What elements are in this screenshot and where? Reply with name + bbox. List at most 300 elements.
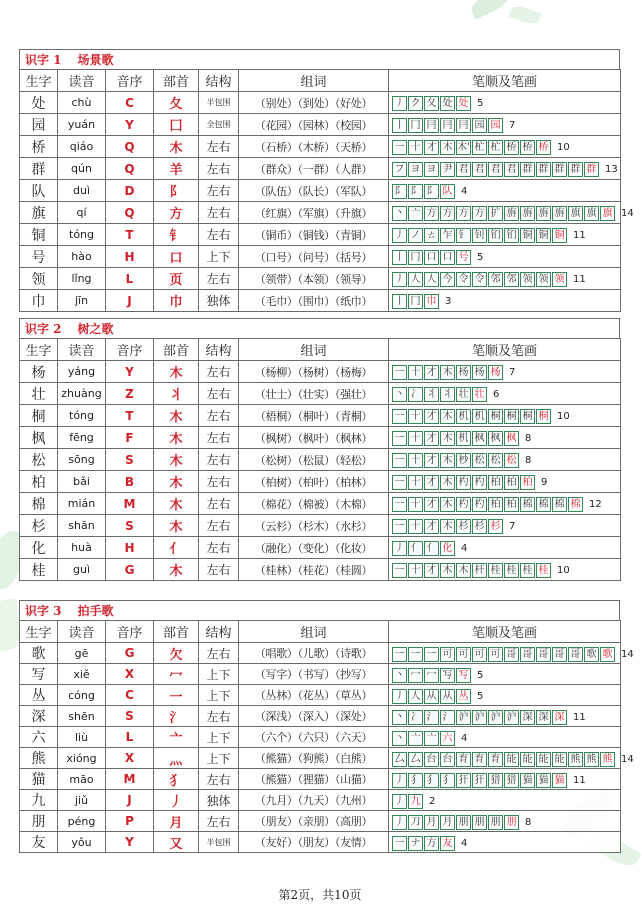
stroke-box: 桂	[520, 563, 535, 578]
stroke-box: 才	[424, 431, 439, 446]
stroke-order-cell	[389, 685, 621, 706]
stroke-box: 枫	[472, 431, 487, 446]
stroke-box: 哥	[552, 647, 567, 662]
stroke-box: 邻	[504, 272, 519, 287]
stroke-box: 柏	[504, 475, 519, 490]
character-table	[19, 69, 634, 312]
char-cell: 化	[20, 537, 58, 559]
stroke-box: 群	[568, 162, 583, 177]
stroke-box: 冂	[408, 250, 423, 265]
table-row	[20, 832, 621, 853]
stroke-box: 号	[456, 250, 471, 265]
structure-cell: 左右	[199, 449, 239, 471]
stroke-box: 一	[392, 497, 407, 512]
stroke-order-cell	[389, 361, 621, 383]
stroke-order-cell	[389, 664, 621, 685]
stroke-count: 12	[589, 499, 602, 510]
pinyin-cell: qiáo	[58, 136, 106, 158]
structure-cell: 全包围	[199, 114, 239, 136]
header-radical: 部首	[154, 621, 199, 643]
stroke-box: 台	[440, 752, 455, 767]
order-cell: L	[106, 727, 154, 748]
stroke-box: 处	[440, 96, 455, 111]
header-pinyin: 读音	[58, 339, 106, 361]
stroke-box: 沪	[504, 710, 519, 725]
stroke-box: 木	[440, 140, 455, 155]
words-cell: （别处）（到处）（好处）	[239, 92, 389, 114]
structure-cell: 左右	[199, 471, 239, 493]
stroke-box: 丿	[392, 689, 407, 704]
char-cell: 棉	[20, 493, 58, 515]
stroke-count: 14	[621, 208, 634, 219]
stroke-box: 壮	[456, 387, 471, 402]
stroke-box: 育	[456, 752, 471, 767]
words-cell: （红旗）（军旗）（升旗）	[239, 202, 389, 224]
pinyin-cell: jiǔ	[58, 790, 106, 811]
stroke-box: 朋	[472, 815, 487, 830]
stroke-box: 丿	[392, 773, 407, 788]
table-row	[20, 449, 621, 471]
table-row	[20, 643, 621, 664]
stroke-box: 杨	[472, 365, 487, 380]
stroke-box: 月	[424, 815, 439, 830]
stroke-box: 机	[456, 431, 471, 446]
stroke-box: 桂	[504, 563, 519, 578]
header-char: 生字	[20, 70, 58, 92]
stroke-box: 尹	[440, 162, 455, 177]
stroke-box: 一	[392, 475, 407, 490]
order-cell: Y	[106, 832, 154, 853]
words-cell: （柏树）（柏叶）（柏林）	[239, 471, 389, 493]
stroke-box: 台	[424, 752, 439, 767]
table-header-row	[20, 621, 621, 643]
stroke-box: 可	[472, 647, 487, 662]
structure-cell: 左右	[199, 268, 239, 290]
stroke-order-cell	[389, 180, 621, 202]
words-cell: （丛林）（花丛）（草丛）	[239, 685, 389, 706]
char-cell: 丛	[20, 685, 58, 706]
character-table	[19, 338, 621, 581]
table-row	[20, 383, 621, 405]
radical-cell: 木	[154, 493, 199, 515]
structure-cell: 左右	[199, 180, 239, 202]
table-row	[20, 748, 621, 769]
char-cell: 熊	[20, 748, 58, 769]
stroke-count: 6	[493, 389, 500, 400]
stroke-box: 人	[408, 272, 423, 287]
words-cell: （九月）（九天）（九州）	[239, 790, 389, 811]
stroke-box: 铜	[536, 228, 551, 243]
structure-cell: 左右	[199, 515, 239, 537]
stroke-box: 歌	[584, 647, 599, 662]
stroke-box: 熊	[600, 752, 615, 767]
stroke-box: 十	[408, 563, 423, 578]
stroke-count: 5	[477, 690, 484, 702]
stroke-box: ヨ	[424, 162, 439, 177]
radical-cell: 羊	[154, 158, 199, 180]
radical-cell: 夂	[154, 92, 199, 114]
order-cell: P	[106, 811, 154, 832]
radical-cell: 方	[154, 202, 199, 224]
words-cell: （友好）（朋友）（友情）	[239, 832, 389, 853]
stroke-box: 旃	[536, 206, 551, 221]
stroke-box: 亻	[408, 541, 423, 556]
stroke-box: 育	[472, 752, 487, 767]
words-cell: （熊猫）（狗熊）（白熊）	[239, 748, 389, 769]
stroke-box: 一	[392, 453, 407, 468]
stroke-box: 朋	[488, 815, 503, 830]
stroke-box: 犭	[424, 773, 439, 788]
char-cell: 桐	[20, 405, 58, 427]
pinyin-cell: hào	[58, 246, 106, 268]
stroke-count: 8	[525, 816, 532, 828]
radical-cell: 木	[154, 405, 199, 427]
stroke-order-cell	[389, 427, 621, 449]
stroke-box: 领	[520, 272, 535, 287]
structure-cell: 左右	[199, 383, 239, 405]
structure-cell: 左右	[199, 158, 239, 180]
stroke-box: 方	[440, 206, 455, 221]
header-strokes: 笔顺及笔画	[389, 70, 621, 92]
structure-cell: 半包围	[199, 92, 239, 114]
stroke-order-cell	[389, 706, 621, 727]
stroke-box: 氵	[440, 710, 455, 725]
stroke-box: 才	[424, 409, 439, 424]
header-strokes: 笔顺及笔画	[389, 339, 621, 361]
stroke-box: 丿	[392, 541, 407, 556]
stroke-box: 冫	[408, 710, 423, 725]
stroke-order-cell	[389, 537, 621, 559]
structure-cell: 左右	[199, 224, 239, 246]
pinyin-cell: bǎi	[58, 471, 106, 493]
radical-cell: 灬	[154, 748, 199, 769]
table-row	[20, 202, 621, 224]
pinyin-cell: shēn	[58, 706, 106, 727]
stroke-count: 8	[525, 433, 532, 444]
header-char: 生字	[20, 621, 58, 643]
table-row	[20, 180, 621, 202]
stroke-box: 枫	[488, 431, 503, 446]
stroke-box: 松	[472, 453, 487, 468]
stroke-box: 木	[456, 563, 471, 578]
table-row	[20, 92, 621, 114]
header-words: 组词	[239, 70, 389, 92]
stroke-box: 才	[424, 497, 439, 512]
stroke-box: 杉	[488, 519, 503, 534]
stroke-box: 犴	[472, 773, 487, 788]
stroke-box: 君	[504, 162, 519, 177]
stroke-box: 桂	[488, 563, 503, 578]
order-cell: G	[106, 559, 154, 581]
table-row	[20, 811, 621, 832]
words-cell: （铜币）（铜钱）（青铜）	[239, 224, 389, 246]
stroke-box: 哥	[536, 647, 551, 662]
header-order: 音序	[106, 339, 154, 361]
stroke-box: 枫	[504, 431, 519, 446]
stroke-box: 杧	[488, 140, 503, 155]
stroke-box: 丶	[392, 731, 407, 746]
words-cell: （梧桐）（桐叶）（青桐）	[239, 405, 389, 427]
char-cell: 桂	[20, 559, 58, 581]
stroke-box: 阝	[408, 184, 423, 199]
structure-cell: 左右	[199, 361, 239, 383]
char-cell: 六	[20, 727, 58, 748]
stroke-count: 10	[557, 565, 570, 576]
stroke-box: 犴	[456, 773, 471, 788]
table-row	[20, 290, 621, 312]
table-row	[20, 515, 621, 537]
stroke-box: 木	[440, 431, 455, 446]
stroke-box: 十	[408, 365, 423, 380]
stroke-box: 哥	[568, 647, 583, 662]
order-cell: J	[106, 790, 154, 811]
structure-cell: 独体	[199, 290, 239, 312]
stroke-box: 柏	[520, 475, 535, 490]
table-row	[20, 405, 621, 427]
stroke-box: 杪	[456, 453, 471, 468]
radical-cell: 丬	[154, 383, 199, 405]
stroke-count: 3	[445, 296, 452, 307]
stroke-count: 11	[573, 274, 586, 285]
stroke-box: 旃	[520, 206, 535, 221]
char-cell: 枫	[20, 427, 58, 449]
stroke-count: 2	[429, 795, 436, 807]
radical-cell: 钅	[154, 224, 199, 246]
radical-cell: 亠	[154, 727, 199, 748]
order-cell: X	[106, 748, 154, 769]
stroke-box: 猫	[536, 773, 551, 788]
stroke-box: 冖	[408, 668, 423, 683]
stroke-box: 丶	[392, 710, 407, 725]
stroke-box: 哥	[520, 647, 535, 662]
stroke-box: 木	[440, 519, 455, 534]
table-row	[20, 471, 621, 493]
char-cell: 朋	[20, 811, 58, 832]
stroke-box: 杓	[456, 475, 471, 490]
table-row	[20, 685, 621, 706]
stroke-box: 猫	[552, 773, 567, 788]
stroke-order-cell	[389, 449, 621, 471]
stroke-count: 11	[573, 711, 586, 723]
stroke-order-cell	[389, 158, 621, 180]
stroke-box: 深	[520, 710, 535, 725]
stroke-box: 能	[552, 752, 567, 767]
char-cell: 写	[20, 664, 58, 685]
radical-cell: 氵	[154, 706, 199, 727]
stroke-box: 冃	[456, 118, 471, 133]
stroke-box: 钅	[456, 228, 471, 243]
section-name: 场景歌	[77, 53, 114, 67]
header-radical: 部首	[154, 339, 199, 361]
stroke-count: 5	[477, 669, 484, 681]
section-title	[19, 318, 620, 338]
stroke-box: 一	[392, 140, 407, 155]
stroke-box: 人	[424, 272, 439, 287]
pinyin-cell: chù	[58, 92, 106, 114]
stroke-box: 亻	[424, 541, 439, 556]
lesson-section-2	[19, 318, 620, 581]
structure-cell: 左右	[199, 769, 239, 790]
stroke-box: ヨ	[408, 162, 423, 177]
stroke-box: 亠	[408, 206, 423, 221]
header-words: 组词	[239, 621, 389, 643]
words-cell: （熊猫）（狸猫）（山猫）	[239, 769, 389, 790]
stroke-box: 可	[456, 647, 471, 662]
table-row	[20, 769, 621, 790]
words-cell: （棉花）（棉被）（木棉）	[239, 493, 389, 515]
structure-cell: 左右	[199, 136, 239, 158]
stroke-box: 柏	[488, 475, 503, 490]
stroke-order-cell	[389, 515, 621, 537]
stroke-box: 才	[424, 563, 439, 578]
pinyin-cell: huà	[58, 537, 106, 559]
pinyin-cell: qún	[58, 158, 106, 180]
stroke-box: 钔	[488, 228, 503, 243]
order-cell: S	[106, 706, 154, 727]
stroke-box: 旃	[552, 206, 567, 221]
stroke-box: 柏	[488, 497, 503, 512]
radical-cell: 木	[154, 515, 199, 537]
radical-cell: 木	[154, 136, 199, 158]
stroke-box: 亠	[424, 731, 439, 746]
stroke-box: 桥	[536, 140, 551, 155]
stroke-box: 写	[440, 668, 455, 683]
stroke-box: 旗	[584, 206, 599, 221]
stroke-box: 才	[424, 519, 439, 534]
stroke-count: 4	[461, 732, 468, 744]
words-cell: （壮士）（壮实）（强壮）	[239, 383, 389, 405]
stroke-box: 群	[584, 162, 599, 177]
pinyin-cell: mián	[58, 493, 106, 515]
radical-cell: 犭	[154, 769, 199, 790]
order-cell: C	[106, 92, 154, 114]
stroke-box: 从	[440, 689, 455, 704]
stroke-box: ク	[408, 96, 423, 111]
words-cell: （朋友）（亲朋）（高朋）	[239, 811, 389, 832]
stroke-box: 方	[456, 206, 471, 221]
table-header-row	[20, 339, 621, 361]
stroke-box: 钊	[472, 228, 487, 243]
stroke-box: 木	[440, 497, 455, 512]
stroke-box: 机	[456, 409, 471, 424]
radical-cell: 木	[154, 427, 199, 449]
stroke-box: 棉	[520, 497, 535, 512]
header-structure: 结构	[199, 621, 239, 643]
order-cell: J	[106, 290, 154, 312]
stroke-box: 一	[392, 563, 407, 578]
stroke-box: 壮	[472, 387, 487, 402]
stroke-count: 8	[525, 455, 532, 466]
structure-cell: 上下	[199, 685, 239, 706]
pinyin-cell: xiě	[58, 664, 106, 685]
pinyin-cell: qí	[58, 202, 106, 224]
stroke-box: 丛	[456, 689, 471, 704]
table-row	[20, 427, 621, 449]
words-cell: （杨柳）（杨树）（杨梅）	[239, 361, 389, 383]
stroke-box: 人	[408, 689, 423, 704]
stroke-count: 11	[573, 230, 586, 241]
words-cell: （领带）（本领）（领导）	[239, 268, 389, 290]
char-cell: 巾	[20, 290, 58, 312]
words-cell: （毛巾）（围巾）（纸巾）	[239, 290, 389, 312]
char-cell: 群	[20, 158, 58, 180]
order-cell: S	[106, 515, 154, 537]
stroke-order-cell	[389, 493, 621, 515]
stroke-box: 松	[488, 453, 503, 468]
stroke-order-cell	[389, 383, 621, 405]
table-row	[20, 727, 621, 748]
stroke-count: 7	[509, 521, 516, 532]
stroke-order-cell	[389, 290, 621, 312]
order-cell: M	[106, 769, 154, 790]
char-cell: 柏	[20, 471, 58, 493]
stroke-box: 棉	[552, 497, 567, 512]
stroke-box: ノ	[408, 228, 423, 243]
char-cell: 领	[20, 268, 58, 290]
pinyin-cell: xióng	[58, 748, 106, 769]
pinyin-cell: gē	[58, 643, 106, 664]
stroke-box: 才	[424, 140, 439, 155]
order-cell: Q	[106, 202, 154, 224]
stroke-box: 柏	[504, 497, 519, 512]
structure-cell: 左右	[199, 811, 239, 832]
stroke-order-cell	[389, 769, 621, 790]
table-header-row	[20, 70, 621, 92]
header-structure: 结构	[199, 339, 239, 361]
stroke-box: 桐	[504, 409, 519, 424]
order-cell: Q	[106, 158, 154, 180]
char-cell: 猫	[20, 769, 58, 790]
stroke-box: 领	[552, 272, 567, 287]
stroke-box: 一	[408, 647, 423, 662]
pinyin-cell: cóng	[58, 685, 106, 706]
structure-cell: 左右	[199, 427, 239, 449]
order-cell: T	[106, 405, 154, 427]
stroke-box: 桐	[536, 409, 551, 424]
stroke-order-cell	[389, 790, 621, 811]
stroke-box: 领	[536, 272, 551, 287]
lesson-section-3	[19, 600, 634, 853]
stroke-order-cell	[389, 748, 634, 769]
stroke-box: 丶	[392, 668, 407, 683]
stroke-box: 十	[408, 519, 423, 534]
stroke-box: 刀	[408, 815, 423, 830]
stroke-count: 13	[605, 164, 618, 175]
stroke-box: 杓	[472, 497, 487, 512]
stroke-count: 10	[557, 411, 570, 422]
words-cell: （云杉）（杉木）（水杉）	[239, 515, 389, 537]
stroke-box: 歌	[600, 647, 615, 662]
header-structure: 结构	[199, 70, 239, 92]
stroke-count: 14	[621, 648, 634, 660]
section-number: 识字 2	[25, 322, 62, 336]
radical-cell: 木	[154, 471, 199, 493]
stroke-box: ㄊ	[424, 228, 439, 243]
char-cell: 歌	[20, 643, 58, 664]
stroke-box: 队	[440, 184, 455, 199]
stroke-box: 十	[408, 497, 423, 512]
words-cell: （写字）（书写）（抄写）	[239, 664, 389, 685]
words-cell: （群众）（一群）（人群）	[239, 158, 389, 180]
section-title	[19, 49, 620, 69]
stroke-box: 令	[472, 272, 487, 287]
stroke-box: 木	[440, 409, 455, 424]
radical-cell: 欠	[154, 643, 199, 664]
words-cell: （桂林）（桂花）（桂圆）	[239, 559, 389, 581]
header-words: 组词	[239, 339, 389, 361]
char-cell: 旗	[20, 202, 58, 224]
pinyin-cell: liù	[58, 727, 106, 748]
